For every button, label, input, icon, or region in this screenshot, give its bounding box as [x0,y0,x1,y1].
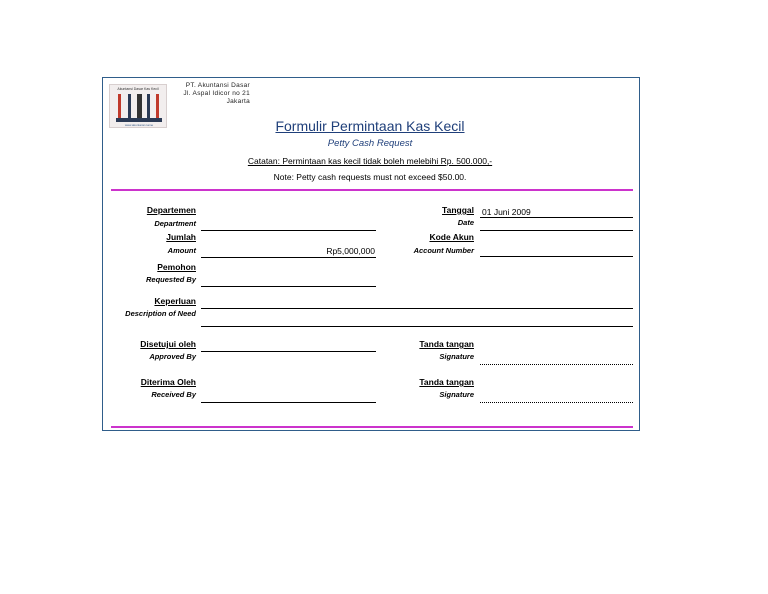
approved-sublabel: Approved By [149,352,196,361]
logo-base [116,118,162,122]
company-logo [109,84,167,128]
date-field[interactable] [480,217,633,218]
amount-sublabel: Amount [167,246,196,255]
requester-sublabel: Requested By [145,275,196,284]
account-sublabel: Account Number [413,246,474,255]
received-label: Diterima Oleh [140,377,196,387]
date-value[interactable]: 01 Juni 2009 [482,207,531,217]
requester-field[interactable] [201,286,376,287]
divider-bottom [111,426,633,428]
amount-field[interactable] [201,257,376,258]
note-english: Note: Petty cash requests must not exceed $50.00. [273,172,467,182]
company-name: PT. Akuntansi Dasar [185,82,250,89]
purpose-label: Keperluan [154,296,196,306]
logo-bar [137,94,142,118]
department-label: Departemen [146,205,196,215]
requester-label: Pemohon [157,262,196,272]
approved-signature-field[interactable] [480,364,633,365]
amount-value[interactable]: Rp5,000,000 [326,246,375,256]
received-sublabel: Received By [151,390,196,399]
company-info [180,82,250,106]
approved-signature-sublabel: Signature [439,352,474,361]
received-field[interactable] [201,402,376,403]
purpose-field-second[interactable] [201,326,633,327]
received-signature-field[interactable] [480,402,633,403]
department-sublabel: Department [154,219,196,228]
approved-signature-label: Tanda tangan [419,339,474,349]
logo-footer: www.akuntansi.name [124,123,154,127]
logo-bar [128,94,131,118]
date-sublabel: Date [457,218,474,227]
approved-field[interactable] [201,351,376,352]
form-title: Formulir Permintaan Kas Kecil [275,118,465,134]
purpose-sublabel: Description of Need [125,309,196,318]
department-field[interactable] [201,230,376,231]
amount-label: Jumlah [166,232,196,242]
company-city: Jakarta [226,98,250,105]
form-subtitle: Petty Cash Request [327,138,413,149]
account-field[interactable] [480,256,633,257]
note-indonesian: Catatan: Permintaan kas kecil tidak boleh melebihi Rp. 500.000,- [247,156,493,166]
date-field-second[interactable] [480,230,633,231]
logo-bar [156,94,159,118]
received-signature-label: Tanda tangan [419,377,474,387]
divider-top [111,189,633,191]
logo-banner: Akuntansi Dasar Kas Kecil [117,87,159,91]
account-label: Kode Akun [429,232,474,242]
logo-bar [118,94,121,118]
logo-bar [147,94,150,118]
purpose-field[interactable] [201,308,633,309]
received-signature-sublabel: Signature [439,390,474,399]
company-address: Jl. Aspal Idicor no 21 [183,90,250,97]
date-label: Tanggal [442,205,474,215]
approved-label: Disetujui oleh [140,339,196,349]
